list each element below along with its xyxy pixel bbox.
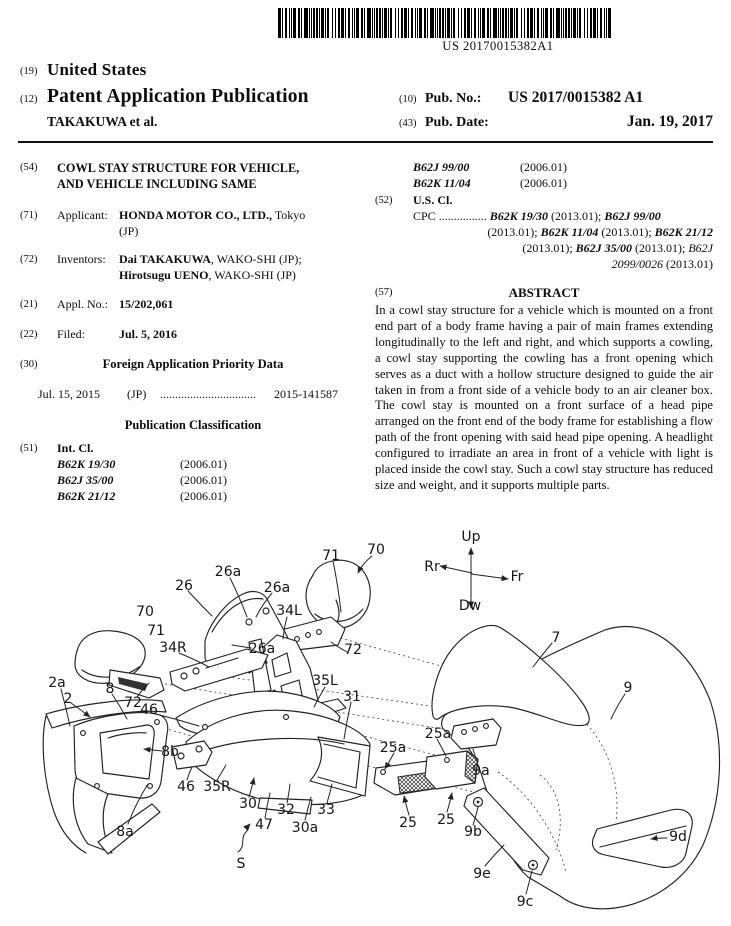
figure-ref-label: 34L (276, 603, 302, 619)
ref-71: (71) (20, 210, 38, 221)
figure-ref-label: 34R (159, 640, 187, 656)
figure-ref-label: 32 (277, 802, 295, 818)
figure-ref-label: 72 (124, 695, 142, 711)
class-code: B62K 19/30 (57, 457, 116, 471)
figure-ref-label: 9e (473, 866, 491, 882)
figure-ref-label: 26a (248, 641, 276, 657)
figure-ref-label: Rr (424, 559, 440, 575)
country-name: United States (47, 60, 147, 79)
pub-no-value: US 2017/0015382 A1 (508, 89, 644, 106)
ref-51: (51) (20, 443, 38, 454)
figure-ref-label: 71 (322, 548, 340, 564)
cpc-line: 2099/0026 (2013.01) (611, 257, 713, 271)
priority-dots: ................................ (160, 387, 256, 401)
ref-72: (72) (20, 254, 38, 265)
figure-ref-label: 30 (239, 796, 257, 812)
authors-line: TAKAKUWA et al. (47, 114, 158, 129)
right-column (375, 158, 713, 518)
ref-10: (10) (399, 94, 417, 105)
header-divider (18, 141, 713, 143)
figure-ref-label: 7 (551, 630, 561, 646)
foreign-priority-section (20, 357, 366, 373)
figure-ref-label: 33 (317, 802, 335, 818)
abstract-heading-row (375, 285, 713, 301)
publication-type: Patent Application Publication (47, 86, 309, 107)
class-code: B62J 35/00 (57, 473, 114, 487)
class-code: B62K 21/12 (57, 489, 116, 503)
figure-ref-label: 30a (291, 820, 319, 836)
applicant-value-line1: HONDA MOTOR CO., LTD., Tokyo (119, 208, 306, 222)
int-cl-label: Int. Cl. (57, 441, 94, 455)
pub-date-label: Pub. Date: (425, 115, 489, 130)
figure-ref-label: Fr (510, 569, 524, 585)
figure-ref-label: 9b (464, 824, 482, 840)
invention-title-line2: AND VEHICLE INCLUDING SAME (57, 177, 257, 191)
figure-ref-label: 9a (472, 763, 490, 779)
figure-ref-label: 70 (136, 604, 154, 620)
class-version: (2006.01) (180, 489, 227, 503)
class-version: (2006.01) (520, 176, 567, 190)
figure-ref-label: 8a (116, 824, 134, 840)
left-mirror (75, 631, 164, 698)
ref-43: (43) (399, 118, 417, 129)
figure-ref-label: 47 (255, 817, 273, 833)
barcode (278, 8, 614, 38)
turn-signals (374, 751, 478, 795)
front-fender (43, 700, 168, 854)
filed-label: Filed: (57, 327, 86, 341)
applicant-label: Applicant: (57, 208, 108, 222)
foreign-priority-heading: Foreign Application Priority Data (102, 357, 284, 371)
cpc-line: CPC ................ B62K 19/30 (2013.01); B62J 99/00 (413, 209, 661, 223)
cpc-line: (2013.01); B62K 11/04 (2013.01); B62K 21/12 (487, 225, 713, 239)
figure-ref-label: 71 (147, 623, 165, 639)
appl-no-value: 15/202,061 (119, 297, 174, 311)
figure-ref-label: 8b (161, 744, 179, 760)
cpc-line: (2013.01); B62J 35/00 (2013.01); B62J (522, 241, 713, 255)
figure-ref-label: 35L (312, 673, 338, 689)
filed-value: Jul. 5, 2016 (119, 327, 178, 341)
ref-30: (30) (20, 359, 38, 370)
figure-ref-label: 25a (424, 726, 452, 742)
priority-country: (JP) (127, 387, 147, 401)
inventor-line1: Dai TAKAKUWA, WAKO-SHI (JP); (119, 252, 302, 266)
figure-ref-label: 26 (175, 578, 193, 594)
ref-21: (21) (20, 299, 38, 310)
appl-no-label: Appl. No.: (57, 297, 108, 311)
ref-19: (19) (20, 66, 38, 77)
figure-ref-label: 25 (399, 815, 417, 831)
figure-ref-label: 26a (214, 564, 242, 580)
publication-classification-heading: Publication Classification (124, 418, 262, 432)
abstract-text: In a cowl stay structure for a vehicle which is mounted on a front end part of a body frame having a pair of main frames extending longitudinally to the left and right, and which supports a cowling, a cowl stay supporting the cowling has a front opening which serves as a duct with a hollow structure designed to guide the air taken in from a front side of a vehicle body to an air cleaner box. The cowl stay is mounted on a front surface of a head pipe arranged on the front end of the body frame for establishing a flow path of the front opening with said head pipe opening. A headlight configured to irradiate an area in front of a vehicle with light is placed inside the cowl stay. Such a cowl stay structure has reduced size and weight, and it supports multiple parts. (375, 303, 713, 492)
figure-ref-label: 8 (105, 681, 115, 697)
ref-22: (22) (20, 329, 38, 340)
inventors-section (20, 252, 366, 283)
class-version: (2006.01) (520, 160, 567, 174)
figure-ref-label: 9d (669, 829, 687, 845)
figure-ref-label: 35R (203, 779, 231, 795)
figure-ref-label: 9c (516, 894, 534, 910)
figure-ref-label: 31 (343, 689, 361, 705)
figure-ref-label: 46 (177, 779, 195, 795)
applicant-value-line2: (JP) (119, 223, 139, 238)
barcode-number: US 20170015382A1 (442, 39, 554, 53)
abstract-heading: ABSTRACT (508, 285, 580, 300)
figure-ref-label: 25 (437, 812, 455, 828)
figure-ref-label: 25a (379, 740, 407, 756)
priority-number: 2015-141587 (274, 387, 338, 401)
figure-ref-label: 2a (48, 675, 66, 691)
applicant-section (20, 208, 366, 239)
figure-ref-label: 9 (623, 680, 633, 696)
figure-ref-label: 26a (263, 580, 291, 596)
class-code: B62K 11/04 (413, 176, 471, 190)
s-direction-arrow (238, 824, 250, 852)
ref-54: (54) (20, 162, 38, 173)
pub-date-value: Jan. 19, 2017 (626, 113, 713, 130)
invention-title-line1: COWL STAY STRUCTURE FOR VEHICLE, (57, 161, 300, 175)
figure-ref-label: Up (461, 529, 481, 545)
figure-ref-label: S (236, 856, 246, 872)
figure-ref-label: 70 (367, 542, 385, 558)
class-code: B62J 99/00 (413, 160, 470, 174)
ref-12: (12) (20, 94, 38, 105)
figure-ref-label: 46 (140, 702, 158, 718)
title-section (20, 160, 366, 192)
ref-57: (57) (375, 287, 393, 298)
us-cl-label: U.S. Cl. (413, 193, 453, 207)
ref-52: (52) (375, 195, 393, 206)
class-version: (2006.01) (180, 473, 227, 487)
class-version: (2006.01) (180, 457, 227, 471)
patent-drawing (0, 520, 731, 926)
figure-ref-label: 72 (344, 642, 362, 658)
pub-no-label: Pub. No.: (425, 91, 482, 106)
priority-date: Jul. 15, 2015 (38, 387, 101, 401)
inventor-line2: Hirotsugu UENO, WAKO-SHI (JP) (119, 267, 296, 282)
duct-body (186, 710, 370, 814)
inventors-label: Inventors: (57, 252, 106, 266)
left-column (20, 158, 366, 518)
figure-ref-label: 2 (63, 691, 73, 707)
figure-ref-label: Dw (458, 598, 482, 614)
